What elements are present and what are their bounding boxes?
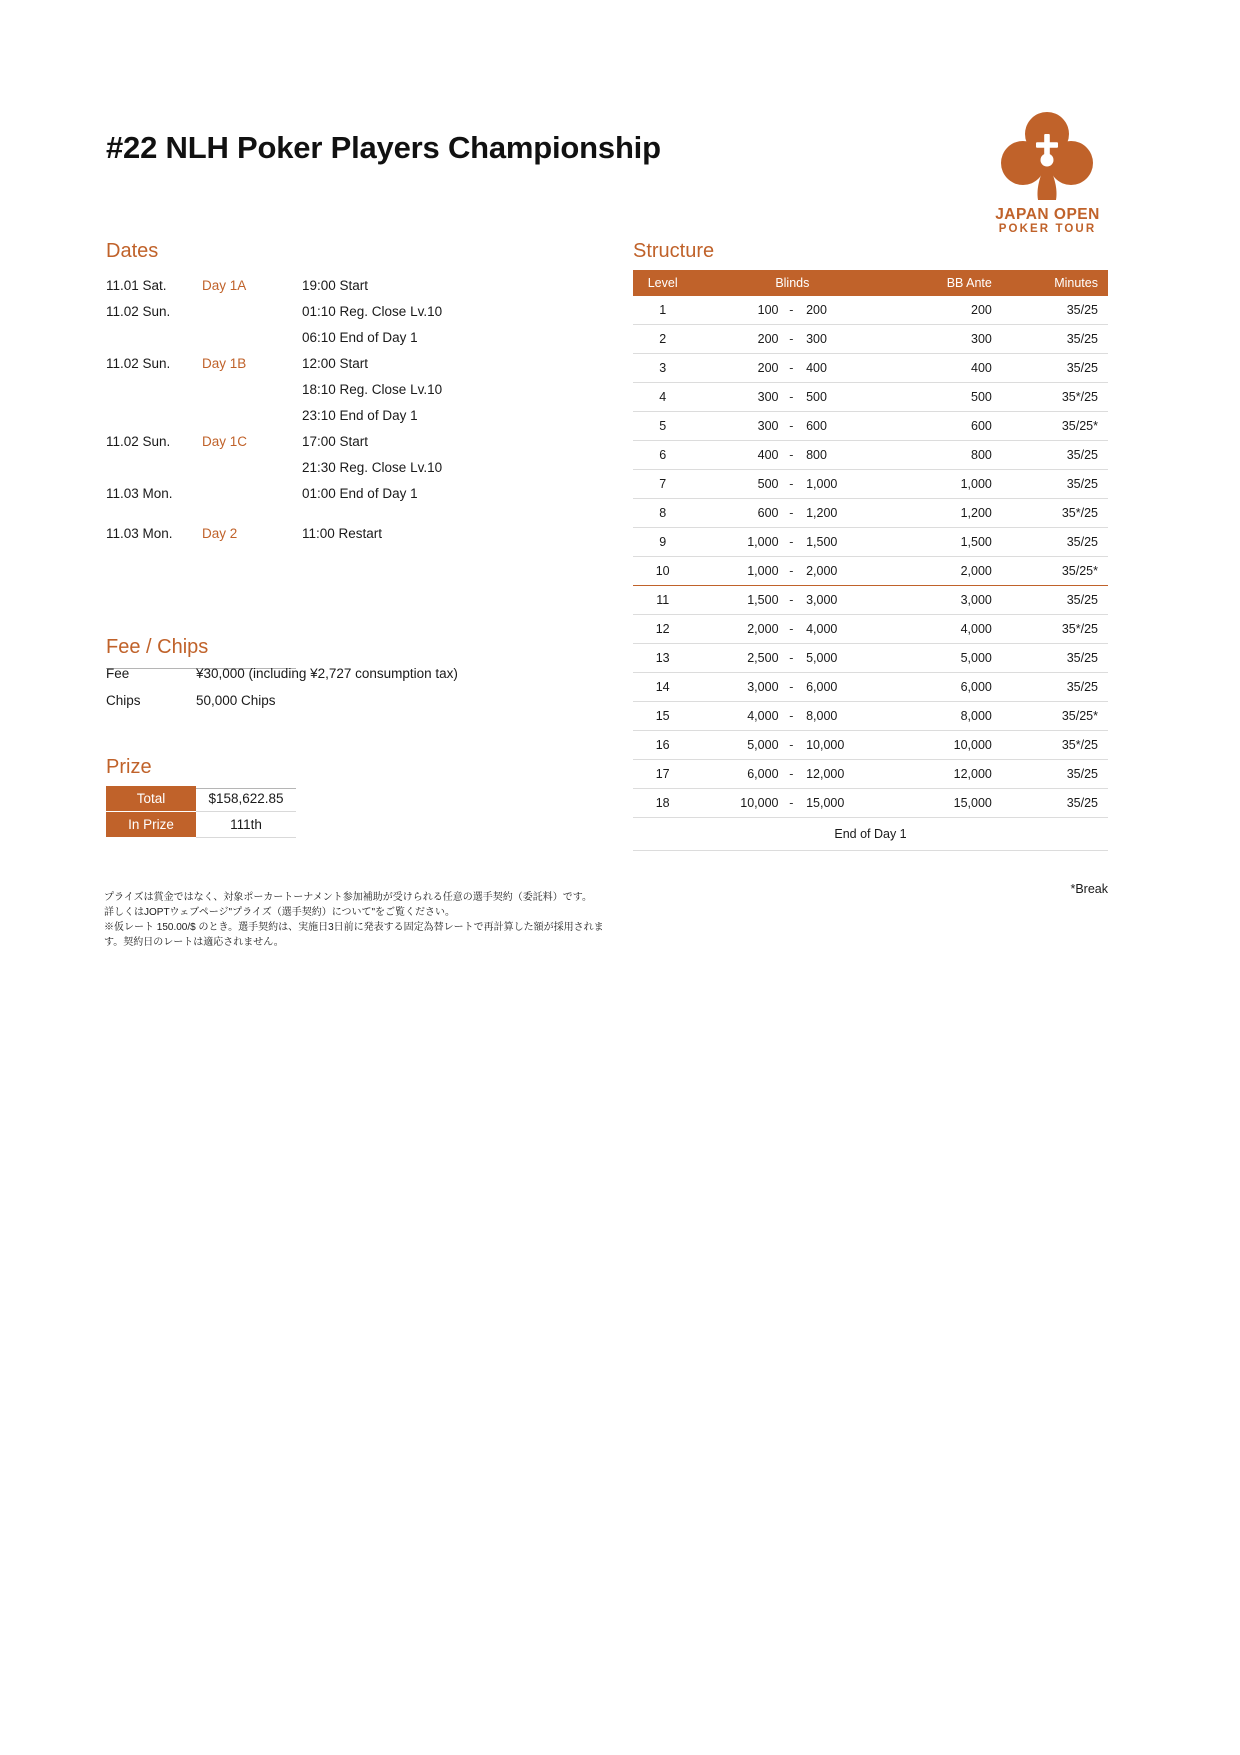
table-row: [633, 412, 1108, 441]
minutes-cell: 35*/25: [1010, 731, 1108, 760]
col-header-blinds: Blinds: [692, 270, 892, 296]
big-blind-cell: 6,000: [802, 673, 892, 702]
minutes-cell: 35/25: [1010, 296, 1108, 325]
bb-ante-cell: 15,000: [892, 789, 1010, 818]
event-cell: 11:00 Restart: [302, 525, 383, 541]
event-cell: 12:00 Start: [302, 355, 369, 371]
chips-value: 50,000 Chips: [196, 693, 276, 708]
bb-ante-cell: 1,200: [892, 499, 1010, 528]
table-row: [633, 760, 1108, 789]
fee-chips-table: [106, 660, 458, 714]
small-blind-cell: 6,000: [692, 760, 780, 789]
day-cell: [202, 376, 302, 402]
col-header-minutes: Minutes: [1010, 270, 1108, 296]
level-cell: 1: [633, 296, 692, 325]
small-blind-cell: 3,000: [692, 673, 780, 702]
small-blind-cell: 10,000: [692, 789, 780, 818]
event-cell: 17:00 Start: [302, 433, 369, 449]
blind-dash: -: [781, 557, 803, 586]
level-cell: 3: [633, 354, 692, 383]
level-cell: 6: [633, 441, 692, 470]
prize-table: [106, 786, 296, 838]
level-cell: 7: [633, 470, 692, 499]
table-row: [106, 350, 526, 376]
date-cell: 11.02 Sun.: [106, 355, 171, 371]
minutes-cell: 35/25: [1010, 470, 1108, 499]
blind-dash: -: [781, 354, 803, 383]
event-cell: 06:10 End of Day 1: [302, 329, 418, 345]
logo-line-1: JAPAN OPEN: [995, 206, 1100, 223]
page-title: #22 NLH Poker Players Championship: [106, 130, 661, 165]
table-row: [106, 428, 526, 454]
end-of-day-cell: End of Day 1: [633, 818, 1108, 851]
big-blind-cell: 10,000: [802, 731, 892, 760]
table-row: [106, 520, 526, 546]
date-cell: 11.01 Sat.: [106, 277, 167, 293]
dates-heading: Dates: [106, 240, 159, 262]
table-row: [106, 687, 458, 714]
dates-table: [106, 272, 526, 546]
date-cell: 11.03 Mon.: [106, 525, 173, 541]
table-row: [633, 586, 1108, 615]
small-blind-cell: 1,000: [692, 557, 780, 586]
fee-chips-heading: Fee / Chips: [106, 636, 209, 658]
day-cell: [202, 480, 302, 506]
minutes-cell: 35/25: [1010, 586, 1108, 615]
prize-inprize-label: In Prize: [106, 812, 196, 838]
big-blind-cell: 5,000: [802, 644, 892, 673]
big-blind-cell: 800: [802, 441, 892, 470]
event-cell: 01:10 Reg. Close Lv.10: [302, 303, 443, 319]
small-blind-cell: 200: [692, 354, 780, 383]
bb-ante-cell: 12,000: [892, 760, 1010, 789]
date-cell: [106, 324, 202, 350]
big-blind-cell: 600: [802, 412, 892, 441]
day-cell: [202, 454, 302, 480]
small-blind-cell: 2,000: [692, 615, 780, 644]
table-row-end-of-day: [633, 818, 1108, 851]
chips-label: Chips: [106, 693, 141, 708]
jopt-logo: [980, 108, 1115, 238]
blind-dash: -: [781, 789, 803, 818]
level-cell: 14: [633, 673, 692, 702]
table-row: [106, 660, 458, 687]
event-cell: 21:30 Reg. Close Lv.10: [302, 459, 443, 475]
table-row: [633, 441, 1108, 470]
small-blind-cell: 2,500: [692, 644, 780, 673]
small-blind-cell: 1,500: [692, 586, 780, 615]
small-blind-cell: 4,000: [692, 702, 780, 731]
big-blind-cell: 200: [802, 296, 892, 325]
table-row: [633, 702, 1108, 731]
table-row: [633, 383, 1108, 412]
blind-dash: -: [781, 644, 803, 673]
table-row: [106, 272, 526, 298]
big-blind-cell: 4,000: [802, 615, 892, 644]
spacer-row: [106, 506, 526, 520]
big-blind-cell: 1,200: [802, 499, 892, 528]
bb-ante-cell: 3,000: [892, 586, 1010, 615]
bb-ante-cell: 500: [892, 383, 1010, 412]
day-cell: [202, 324, 302, 350]
date-cell: [106, 402, 202, 428]
minutes-cell: 35/25: [1010, 441, 1108, 470]
col-header-bb-ante: BB Ante: [892, 270, 1010, 296]
table-row: [633, 499, 1108, 528]
big-blind-cell: 15,000: [802, 789, 892, 818]
structure-table: [633, 270, 1108, 851]
note-line-1: プライズは賞金ではなく、対象ポーカートーナメント参加補助が受けられる任意の選手契約（委託料）です。: [104, 892, 592, 903]
bb-ante-cell: 6,000: [892, 673, 1010, 702]
table-row: [633, 470, 1108, 499]
level-cell: 4: [633, 383, 692, 412]
event-cell: 18:10 Reg. Close Lv.10: [302, 381, 443, 397]
note-line-2: 詳しくはJOPTウェブページ"プライズ（選手契約）について"をご覧ください。: [104, 907, 456, 918]
big-blind-cell: 12,000: [802, 760, 892, 789]
date-cell: 11.03 Mon.: [106, 485, 173, 501]
minutes-cell: 35*/25: [1010, 499, 1108, 528]
bb-ante-cell: 1,500: [892, 528, 1010, 557]
level-cell: 9: [633, 528, 692, 557]
note-line-3: ※仮レート 150.00/$ のとき。選手契約は、実施日3日前に発表する固定為替レートで再計算した額が採用されます。契約日のレートは適応されません。: [104, 922, 604, 948]
logo-line-2: POKER TOUR: [998, 223, 1097, 235]
bb-ante-cell: 300: [892, 325, 1010, 354]
small-blind-cell: 300: [692, 383, 780, 412]
level-cell: 17: [633, 760, 692, 789]
big-blind-cell: 500: [802, 383, 892, 412]
small-blind-cell: 1,000: [692, 528, 780, 557]
small-blind-cell: 200: [692, 325, 780, 354]
level-cell: 10: [633, 557, 692, 586]
big-blind-cell: 1,500: [802, 528, 892, 557]
prize-heading: Prize: [106, 756, 152, 778]
blind-dash: -: [781, 296, 803, 325]
blind-dash: -: [781, 586, 803, 615]
blind-dash: -: [781, 325, 803, 354]
date-cell: [106, 376, 202, 402]
club-suit-icon: [980, 108, 1115, 204]
minutes-cell: 35*/25: [1010, 383, 1108, 412]
table-row: [633, 557, 1108, 586]
table-row: [106, 298, 526, 324]
table-row: [633, 296, 1108, 325]
minutes-cell: 35/25*: [1010, 557, 1108, 586]
minutes-cell: 35/25: [1010, 789, 1108, 818]
date-cell: 11.02 Sun.: [106, 303, 171, 319]
level-cell: 15: [633, 702, 692, 731]
event-cell: 01:00 End of Day 1: [302, 485, 418, 501]
table-row: [633, 528, 1108, 557]
break-note: *Break: [1070, 882, 1108, 896]
day-cell: [202, 402, 302, 428]
table-row: [106, 786, 296, 812]
bb-ante-cell: 600: [892, 412, 1010, 441]
level-cell: 12: [633, 615, 692, 644]
table-row: [633, 615, 1108, 644]
table-row: [633, 644, 1108, 673]
blind-dash: -: [781, 702, 803, 731]
day-cell: Day 1A: [202, 277, 247, 293]
blind-dash: -: [781, 731, 803, 760]
event-cell: 23:10 End of Day 1: [302, 407, 418, 423]
bb-ante-cell: 1,000: [892, 470, 1010, 499]
level-cell: 16: [633, 731, 692, 760]
blind-dash: -: [781, 383, 803, 412]
prize-inprize-value: 111th: [196, 812, 296, 838]
bb-ante-cell: 800: [892, 441, 1010, 470]
minutes-cell: 35/25: [1010, 673, 1108, 702]
small-blind-cell: 500: [692, 470, 780, 499]
table-row: [106, 812, 296, 838]
prize-note: [104, 890, 604, 950]
blind-dash: -: [781, 470, 803, 499]
minutes-cell: 35/25: [1010, 760, 1108, 789]
minutes-cell: 35/25*: [1010, 702, 1108, 731]
small-blind-cell: 100: [692, 296, 780, 325]
day-cell: Day 1C: [202, 433, 248, 449]
day-cell: [202, 298, 302, 324]
bb-ante-cell: 200: [892, 296, 1010, 325]
fee-value: ¥30,000 (including ¥2,727 consumption tax): [196, 666, 458, 681]
table-header-row: [633, 270, 1108, 296]
level-cell: 8: [633, 499, 692, 528]
table-row: [106, 376, 526, 402]
blind-dash: -: [781, 412, 803, 441]
blind-dash: -: [781, 441, 803, 470]
table-row: [633, 789, 1108, 818]
fee-label: Fee: [106, 666, 130, 681]
big-blind-cell: 8,000: [802, 702, 892, 731]
day-cell: Day 2: [202, 525, 238, 541]
small-blind-cell: 400: [692, 441, 780, 470]
date-cell: [106, 454, 202, 480]
prize-total-label: Total: [106, 786, 196, 812]
table-row: [633, 731, 1108, 760]
level-cell: 13: [633, 644, 692, 673]
minutes-cell: 35/25: [1010, 325, 1108, 354]
big-blind-cell: 1,000: [802, 470, 892, 499]
level-cell: 18: [633, 789, 692, 818]
blind-dash: -: [781, 615, 803, 644]
table-row: [106, 324, 526, 350]
small-blind-cell: 5,000: [692, 731, 780, 760]
big-blind-cell: 2,000: [802, 557, 892, 586]
structure-heading: Structure: [633, 240, 715, 262]
small-blind-cell: 300: [692, 412, 780, 441]
big-blind-cell: 3,000: [802, 586, 892, 615]
table-row: [633, 354, 1108, 383]
minutes-cell: 35/25: [1010, 528, 1108, 557]
blind-dash: -: [781, 760, 803, 789]
minutes-cell: 35/25: [1010, 644, 1108, 673]
bb-ante-cell: 400: [892, 354, 1010, 383]
blind-dash: -: [781, 499, 803, 528]
big-blind-cell: 300: [802, 325, 892, 354]
event-cell: 19:00 Start: [302, 277, 369, 293]
minutes-cell: 35/25: [1010, 354, 1108, 383]
table-row: [106, 480, 526, 506]
minutes-cell: 35*/25: [1010, 615, 1108, 644]
bb-ante-cell: 4,000: [892, 615, 1010, 644]
date-cell: 11.02 Sun.: [106, 433, 171, 449]
table-row: [106, 454, 526, 480]
day-cell: Day 1B: [202, 355, 247, 371]
bb-ante-cell: 10,000: [892, 731, 1010, 760]
bb-ante-cell: 5,000: [892, 644, 1010, 673]
big-blind-cell: 400: [802, 354, 892, 383]
blind-dash: -: [781, 528, 803, 557]
blind-dash: -: [781, 673, 803, 702]
small-blind-cell: 600: [692, 499, 780, 528]
col-header-level: Level: [633, 270, 692, 296]
table-row: [633, 673, 1108, 702]
bb-ante-cell: 8,000: [892, 702, 1010, 731]
level-cell: 2: [633, 325, 692, 354]
prize-total-value: $158,622.85: [196, 786, 296, 812]
table-row: [633, 325, 1108, 354]
table-row: [106, 402, 526, 428]
minutes-cell: 35/25*: [1010, 412, 1108, 441]
bb-ante-cell: 2,000: [892, 557, 1010, 586]
level-cell: 11: [633, 586, 692, 615]
level-cell: 5: [633, 412, 692, 441]
